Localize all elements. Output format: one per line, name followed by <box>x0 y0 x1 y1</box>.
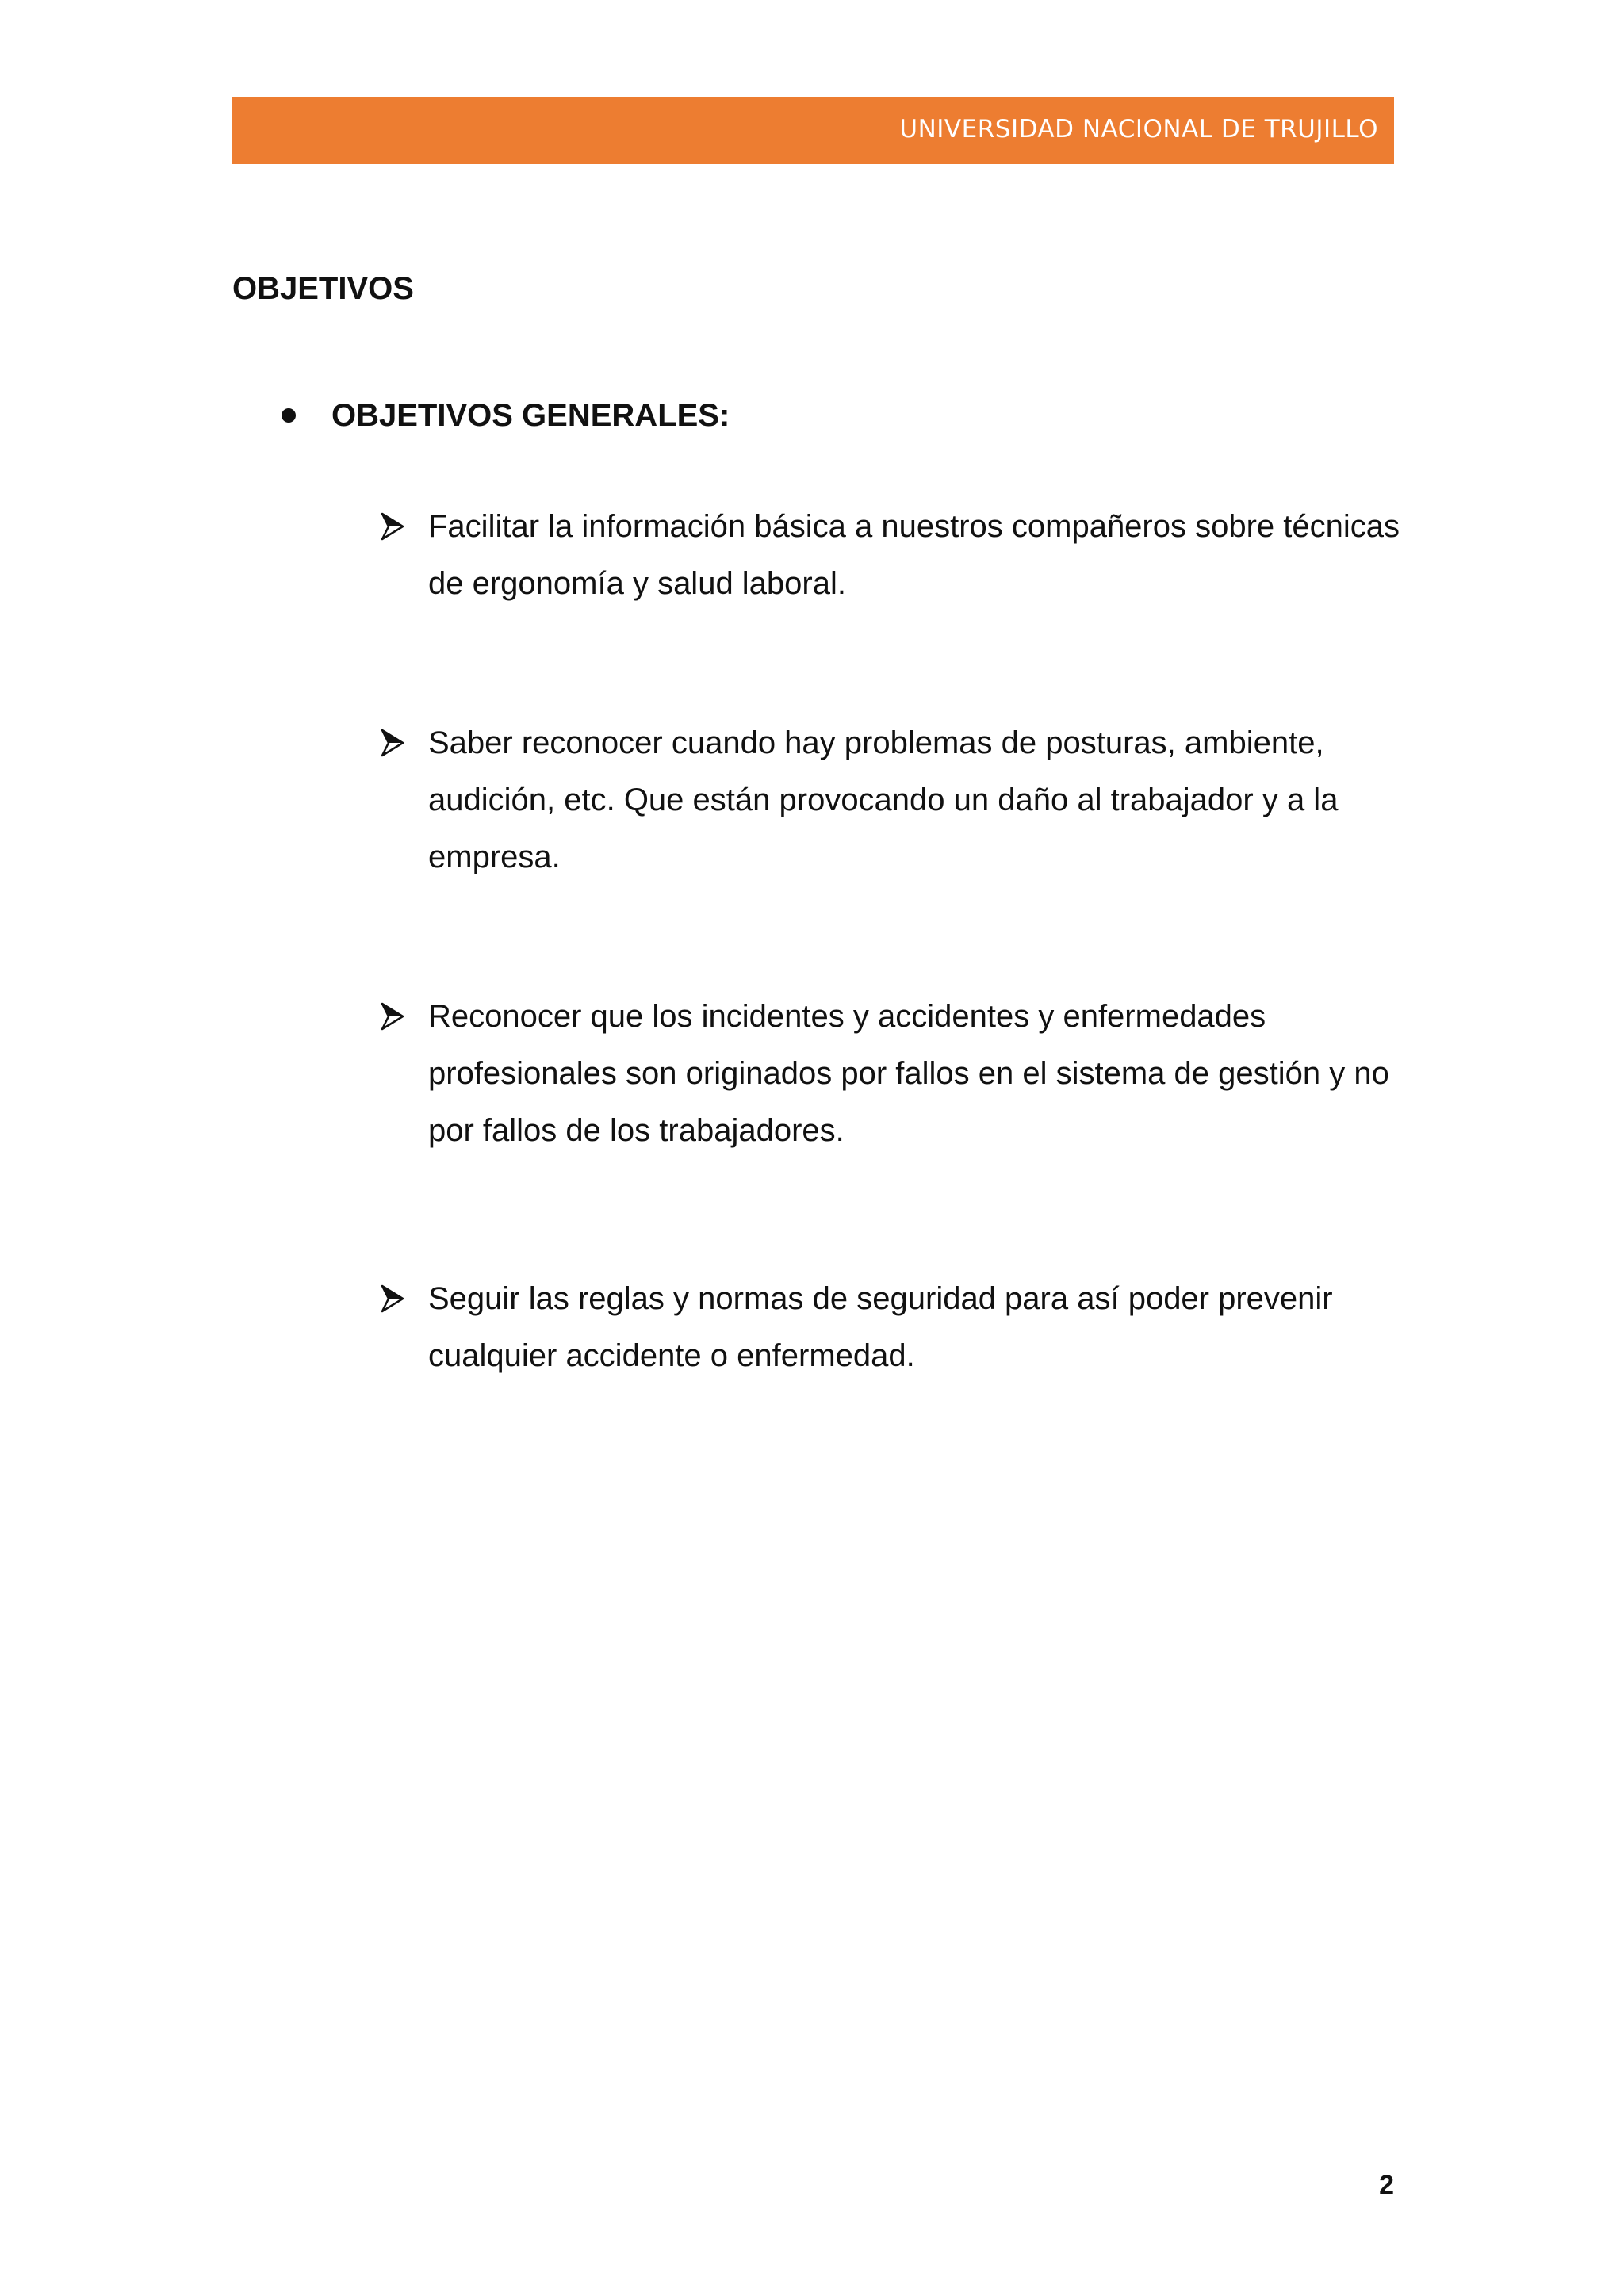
header-title: UNIVERSIDAD NACIONAL DE TRUJILLO <box>899 115 1378 144</box>
arrow-bullet-icon <box>381 1284 404 1313</box>
header-bar <box>232 97 1394 164</box>
objective-item <box>381 724 1404 886</box>
objective-item <box>381 1280 1404 1384</box>
objective-text: Reconocer que los incidentes y accidentes y enfermedades profesionales son originados por fallos en el sistema de gestión y no por fallos de los trabajadores. <box>428 999 1389 1148</box>
bullet-dot-icon <box>282 408 296 423</box>
objective-item <box>381 507 1404 612</box>
arrow-bullet-icon <box>381 512 404 541</box>
objective-text: Seguir las reglas y normas de seguridad para así poder prevenir cualquier accidente o enfermedad. <box>428 1281 1333 1373</box>
arrow-bullet-icon <box>381 729 404 757</box>
objective-text: Facilitar la información básica a nuestros compañeros sobre técnicas de ergonomía y salud laboral. <box>428 509 1400 601</box>
subsection-label: OBJETIVOS GENERALES: <box>331 398 730 433</box>
arrow-bullet-icon <box>381 1002 404 1031</box>
objective-item <box>381 997 1404 1159</box>
page-number: 2 <box>1379 2170 1394 2200</box>
section-title: OBJETIVOS <box>232 271 414 306</box>
objective-text: Saber reconocer cuando hay problemas de posturas, ambiente, audición, etc. Que están provocando un daño al trabajador y a la empresa. <box>428 725 1339 874</box>
